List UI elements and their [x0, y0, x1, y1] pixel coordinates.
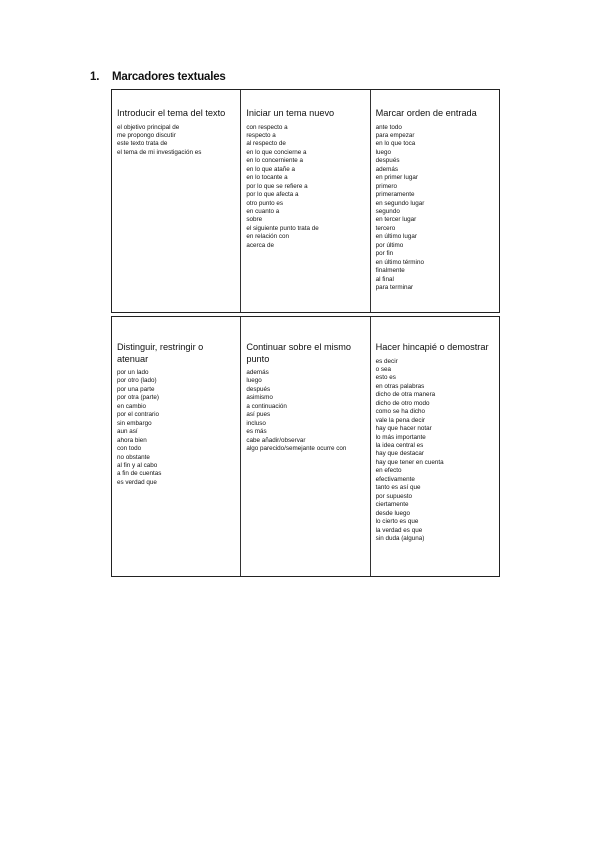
- marker-item: otro punto es: [246, 199, 284, 207]
- marker-item: al respecto de: [246, 140, 286, 148]
- marker-item: por lo que afecta a: [246, 191, 299, 199]
- marker-item: este texto trata de: [117, 140, 168, 148]
- marker-item: el objetivo principal de: [117, 123, 180, 131]
- marker-item: en segundo lugar: [375, 199, 425, 207]
- marker-item: luego: [246, 377, 262, 385]
- marker-item: luego: [375, 148, 392, 156]
- marker-item: en efecto: [375, 467, 402, 475]
- marker-item: por el contrario: [117, 411, 159, 419]
- marker-item: en lo que atañe a: [246, 165, 295, 173]
- marker-item: sobre: [246, 216, 263, 224]
- marker-item: dicho de otro modo: [375, 399, 430, 407]
- marker-item: por una parte: [117, 385, 155, 393]
- marker-item: hay que hacer notar: [375, 425, 432, 433]
- marker-item: esto es: [375, 374, 396, 382]
- marker-item: el siguiente punto trata de: [246, 224, 319, 232]
- marker-item: vale la pena decir: [375, 416, 426, 424]
- marker-item: ahora bien: [117, 436, 147, 444]
- marker-item: es verdad que: [117, 478, 157, 486]
- marker-item: por supuesto: [375, 492, 413, 500]
- cell-title: Hacer hincapié o demostrar: [375, 342, 489, 352]
- marker-list: [376, 358, 495, 544]
- marker-item: aun así: [117, 428, 138, 436]
- marker-item: como se ha dicho: [375, 408, 426, 416]
- marker-item: en tercer lugar: [375, 216, 417, 224]
- section-title: Marcadores textuales: [112, 71, 226, 83]
- marker-item: en cambio: [117, 402, 147, 410]
- marker-item: por último: [375, 241, 404, 249]
- marker-item: ciertamente: [375, 501, 409, 509]
- markers-table-2: [111, 316, 500, 577]
- marker-item: en cuanto a: [246, 208, 280, 216]
- marker-list: [117, 124, 236, 158]
- marker-item: finalmente: [375, 267, 405, 275]
- marker-item: por otra (parte): [117, 394, 159, 402]
- marker-item: en lo que toca: [375, 140, 416, 148]
- marker-item: para empezar: [375, 131, 415, 139]
- marker-item: lo más importante: [375, 433, 426, 441]
- cell-title: Iniciar un tema nuevo: [246, 108, 335, 118]
- marker-item: asimismo: [246, 394, 273, 402]
- marker-item: hay que destacar: [375, 450, 424, 458]
- marker-item: por lo que se refiere a: [246, 182, 308, 190]
- marker-item: en lo concerniente a: [246, 157, 304, 165]
- marker-item: tanto es así que: [375, 484, 421, 492]
- marker-item: sin embargo: [117, 419, 152, 427]
- marker-item: es más: [246, 428, 267, 436]
- cell-order: [371, 90, 499, 312]
- marker-item: primeramente: [375, 191, 415, 199]
- marker-item: no obstante: [117, 453, 150, 461]
- marker-item: incluso: [246, 419, 266, 427]
- marker-item: hay que tener en cuenta: [375, 458, 444, 466]
- section-number: 1.: [90, 71, 100, 83]
- marker-item: para terminar: [375, 284, 414, 292]
- marker-item: por fin: [375, 250, 394, 258]
- marker-item: después: [375, 157, 400, 165]
- marker-item: lo cierto es que: [375, 518, 419, 526]
- marker-item: a fin de cuentas: [117, 470, 162, 478]
- marker-item: dicho de otra manera: [375, 391, 436, 399]
- marker-list: [376, 124, 495, 293]
- marker-item: tercero: [375, 224, 396, 232]
- marker-item: o sea: [375, 365, 392, 373]
- marker-item: al fin y al cabo: [117, 461, 158, 469]
- marker-item: me propongo discutir: [117, 131, 176, 139]
- marker-item: respecto a: [246, 131, 276, 139]
- marker-item: además: [246, 369, 269, 376]
- marker-item: después: [246, 385, 271, 393]
- marker-item: desde luego: [375, 509, 410, 517]
- cell-title: Marcar orden de entrada: [375, 108, 477, 118]
- marker-item: el tema de mi investigación es: [117, 148, 202, 156]
- marker-item: la verdad es que: [375, 526, 423, 534]
- marker-item: a continuación: [246, 402, 287, 410]
- marker-item: la idea central es: [375, 442, 424, 450]
- marker-item: en último término: [375, 258, 424, 266]
- marker-item: en último lugar: [375, 233, 417, 241]
- marker-item: en lo tocante a: [246, 174, 288, 182]
- marker-item: al final: [375, 275, 394, 283]
- markers-table-1: [111, 89, 500, 313]
- marker-item: por un lado: [117, 369, 149, 376]
- marker-list: [117, 369, 236, 487]
- marker-item: cabe añadir/observar: [246, 436, 306, 444]
- marker-item: segundo: [375, 208, 400, 216]
- marker-item: ante todo: [375, 123, 402, 131]
- marker-item: por otro (lado): [117, 377, 157, 385]
- cell-introduce-topic: [112, 90, 241, 312]
- section-heading: [90, 71, 226, 83]
- marker-item: algo parecido/semejante ocurre con: [246, 445, 347, 453]
- marker-item: primero: [375, 182, 398, 190]
- marker-item: en otras palabras: [375, 382, 425, 390]
- marker-item: sin duda (alguna): [375, 535, 425, 543]
- marker-item: con todo: [117, 445, 142, 453]
- marker-list: [246, 124, 365, 251]
- cell-title: Distinguir, restringir o atenuar: [117, 342, 204, 364]
- marker-item: además: [375, 165, 399, 173]
- marker-item: efectivamente: [375, 475, 415, 483]
- cell-continue: [241, 317, 370, 576]
- marker-item: así pues: [246, 411, 271, 419]
- cell-title: Introducir el tema del texto: [117, 108, 226, 118]
- cell-new-topic: [241, 90, 370, 312]
- marker-item: acerca de: [246, 241, 274, 249]
- cell-emphasize: [371, 317, 499, 576]
- cell-title: Continuar sobre el mismo punto: [246, 342, 352, 364]
- marker-item: en lo que concierne a: [246, 148, 307, 156]
- marker-item: en primer lugar: [375, 174, 419, 182]
- cell-distinguish: [112, 317, 241, 576]
- marker-list: [246, 369, 365, 454]
- marker-item: con respecto a: [246, 123, 288, 131]
- marker-item: en relación con: [246, 233, 290, 241]
- marker-item: es decir: [375, 357, 398, 365]
